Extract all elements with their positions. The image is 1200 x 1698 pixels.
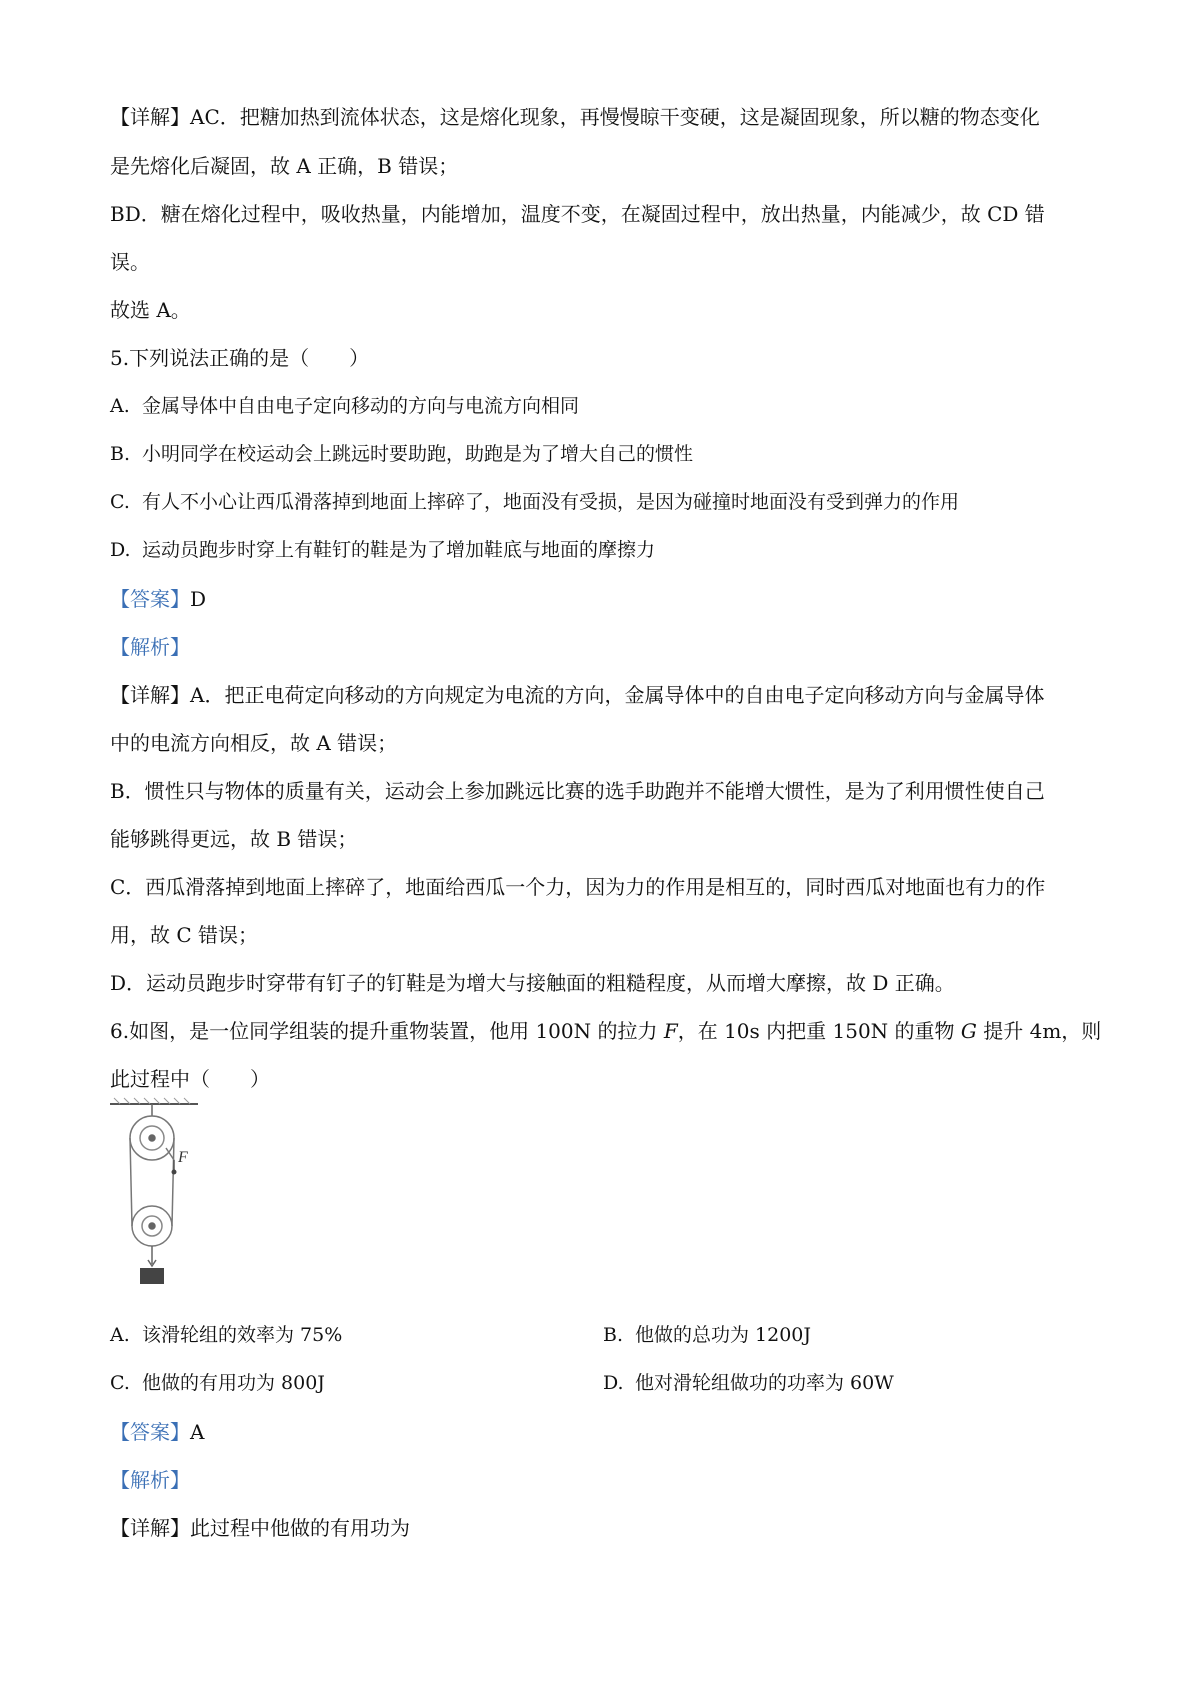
force-label: F xyxy=(178,1149,188,1166)
q5-analysis-label: 【解析】 xyxy=(110,635,190,659)
q5-detail-a1: 【详解】A．把正电荷定向移动的方向规定为电流的方向，金属导体中的自由电子定向移动方向与金属导体 xyxy=(110,683,1045,707)
prev-detail-line1: 【详解】AC．把糖加热到流体状态，这是熔化现象，再慢慢晾干变硬，这是凝固现象，所以糖的物态变化 xyxy=(110,105,1040,129)
q6-option-c: C. 他做的有用功为 800J xyxy=(110,1372,325,1394)
q5-detail-b1: B．惯性只与物体的质量有关，运动会上参加跳远比赛的选手助跑并不能增大惯性，是为了利用惯性使自己 xyxy=(110,779,1045,803)
q5-option-c: C. 有人不小心让西瓜滑落掉到地面上摔碎了，地面没有受损，是因为碰撞时地面没有受到弹力的作用 xyxy=(110,491,960,513)
q6-stem-line2: 此过程中（ ） xyxy=(110,1067,270,1091)
q6-answer: 【答案】A xyxy=(110,1420,205,1444)
prev-detail-line4: 误。 xyxy=(110,250,150,274)
q5-option-d: D. 运动员跑步时穿上有鞋钉的鞋是为了增加鞋底与地面的摩擦力 xyxy=(110,539,656,561)
q6-option-b: B. 他做的总功为 1200J xyxy=(603,1324,812,1346)
force-arrow-tip xyxy=(172,1170,177,1175)
q5-detail-c2: 用，故 C 错误； xyxy=(110,923,259,947)
q5-answer: 【答案】D xyxy=(110,587,207,611)
q6-option-d: D. 他对滑轮组做功的功率为 60W xyxy=(603,1372,894,1394)
q6-analysis-label: 【解析】 xyxy=(110,1468,190,1492)
q5-stem: 5.下列说法正确的是（ ） xyxy=(110,346,370,370)
q5-option-b: B. 小明同学在校运动会上跳远时要助跑，助跑是为了增大自己的惯性 xyxy=(110,443,694,465)
prev-detail-line3: BD．糖在熔化过程中，吸收热量，内能增加，温度不变，在凝固过程中，放出热量，内能减少，故 CD 错 xyxy=(110,202,1045,226)
q5-detail-d1: D．运动员跑步时穿带有钉子的钉鞋是为增大与接触面的粗糙程度，从而增大摩擦，故 D 正确。 xyxy=(110,971,955,995)
q6-option-a: A. 该滑轮组的效率为 75% xyxy=(110,1324,343,1346)
q5-detail-c1: C．西瓜滑落掉到地面上摔碎了，地面给西瓜一个力，因为力的作用是相互的，同时西瓜对地面也有力的作 xyxy=(110,875,1046,899)
q5-option-a: A. 金属导体中自由电子定向移动的方向与电流方向相同 xyxy=(110,395,580,417)
pulley-diagram xyxy=(108,1096,200,1296)
weight-block xyxy=(140,1268,164,1284)
prev-detail-line2: 是先熔化后凝固，故 A 正确，B 错误； xyxy=(110,154,459,178)
q5-detail-b2: 能够跳得更远，故 B 错误； xyxy=(110,827,358,851)
q5-detail-a2: 中的电流方向相反，故 A 错误； xyxy=(110,731,398,755)
q6-detail-line: 【详解】此过程中他做的有用功为 xyxy=(110,1516,410,1540)
q6-stem-line1: 6.如图，是一位同学组装的提升重物装置，他用 100N 的拉力 F，在 10s 内把重 150N 的重物 G 提升 4m，则 xyxy=(110,1019,1102,1043)
prev-conclusion: 故选 A。 xyxy=(110,298,191,322)
